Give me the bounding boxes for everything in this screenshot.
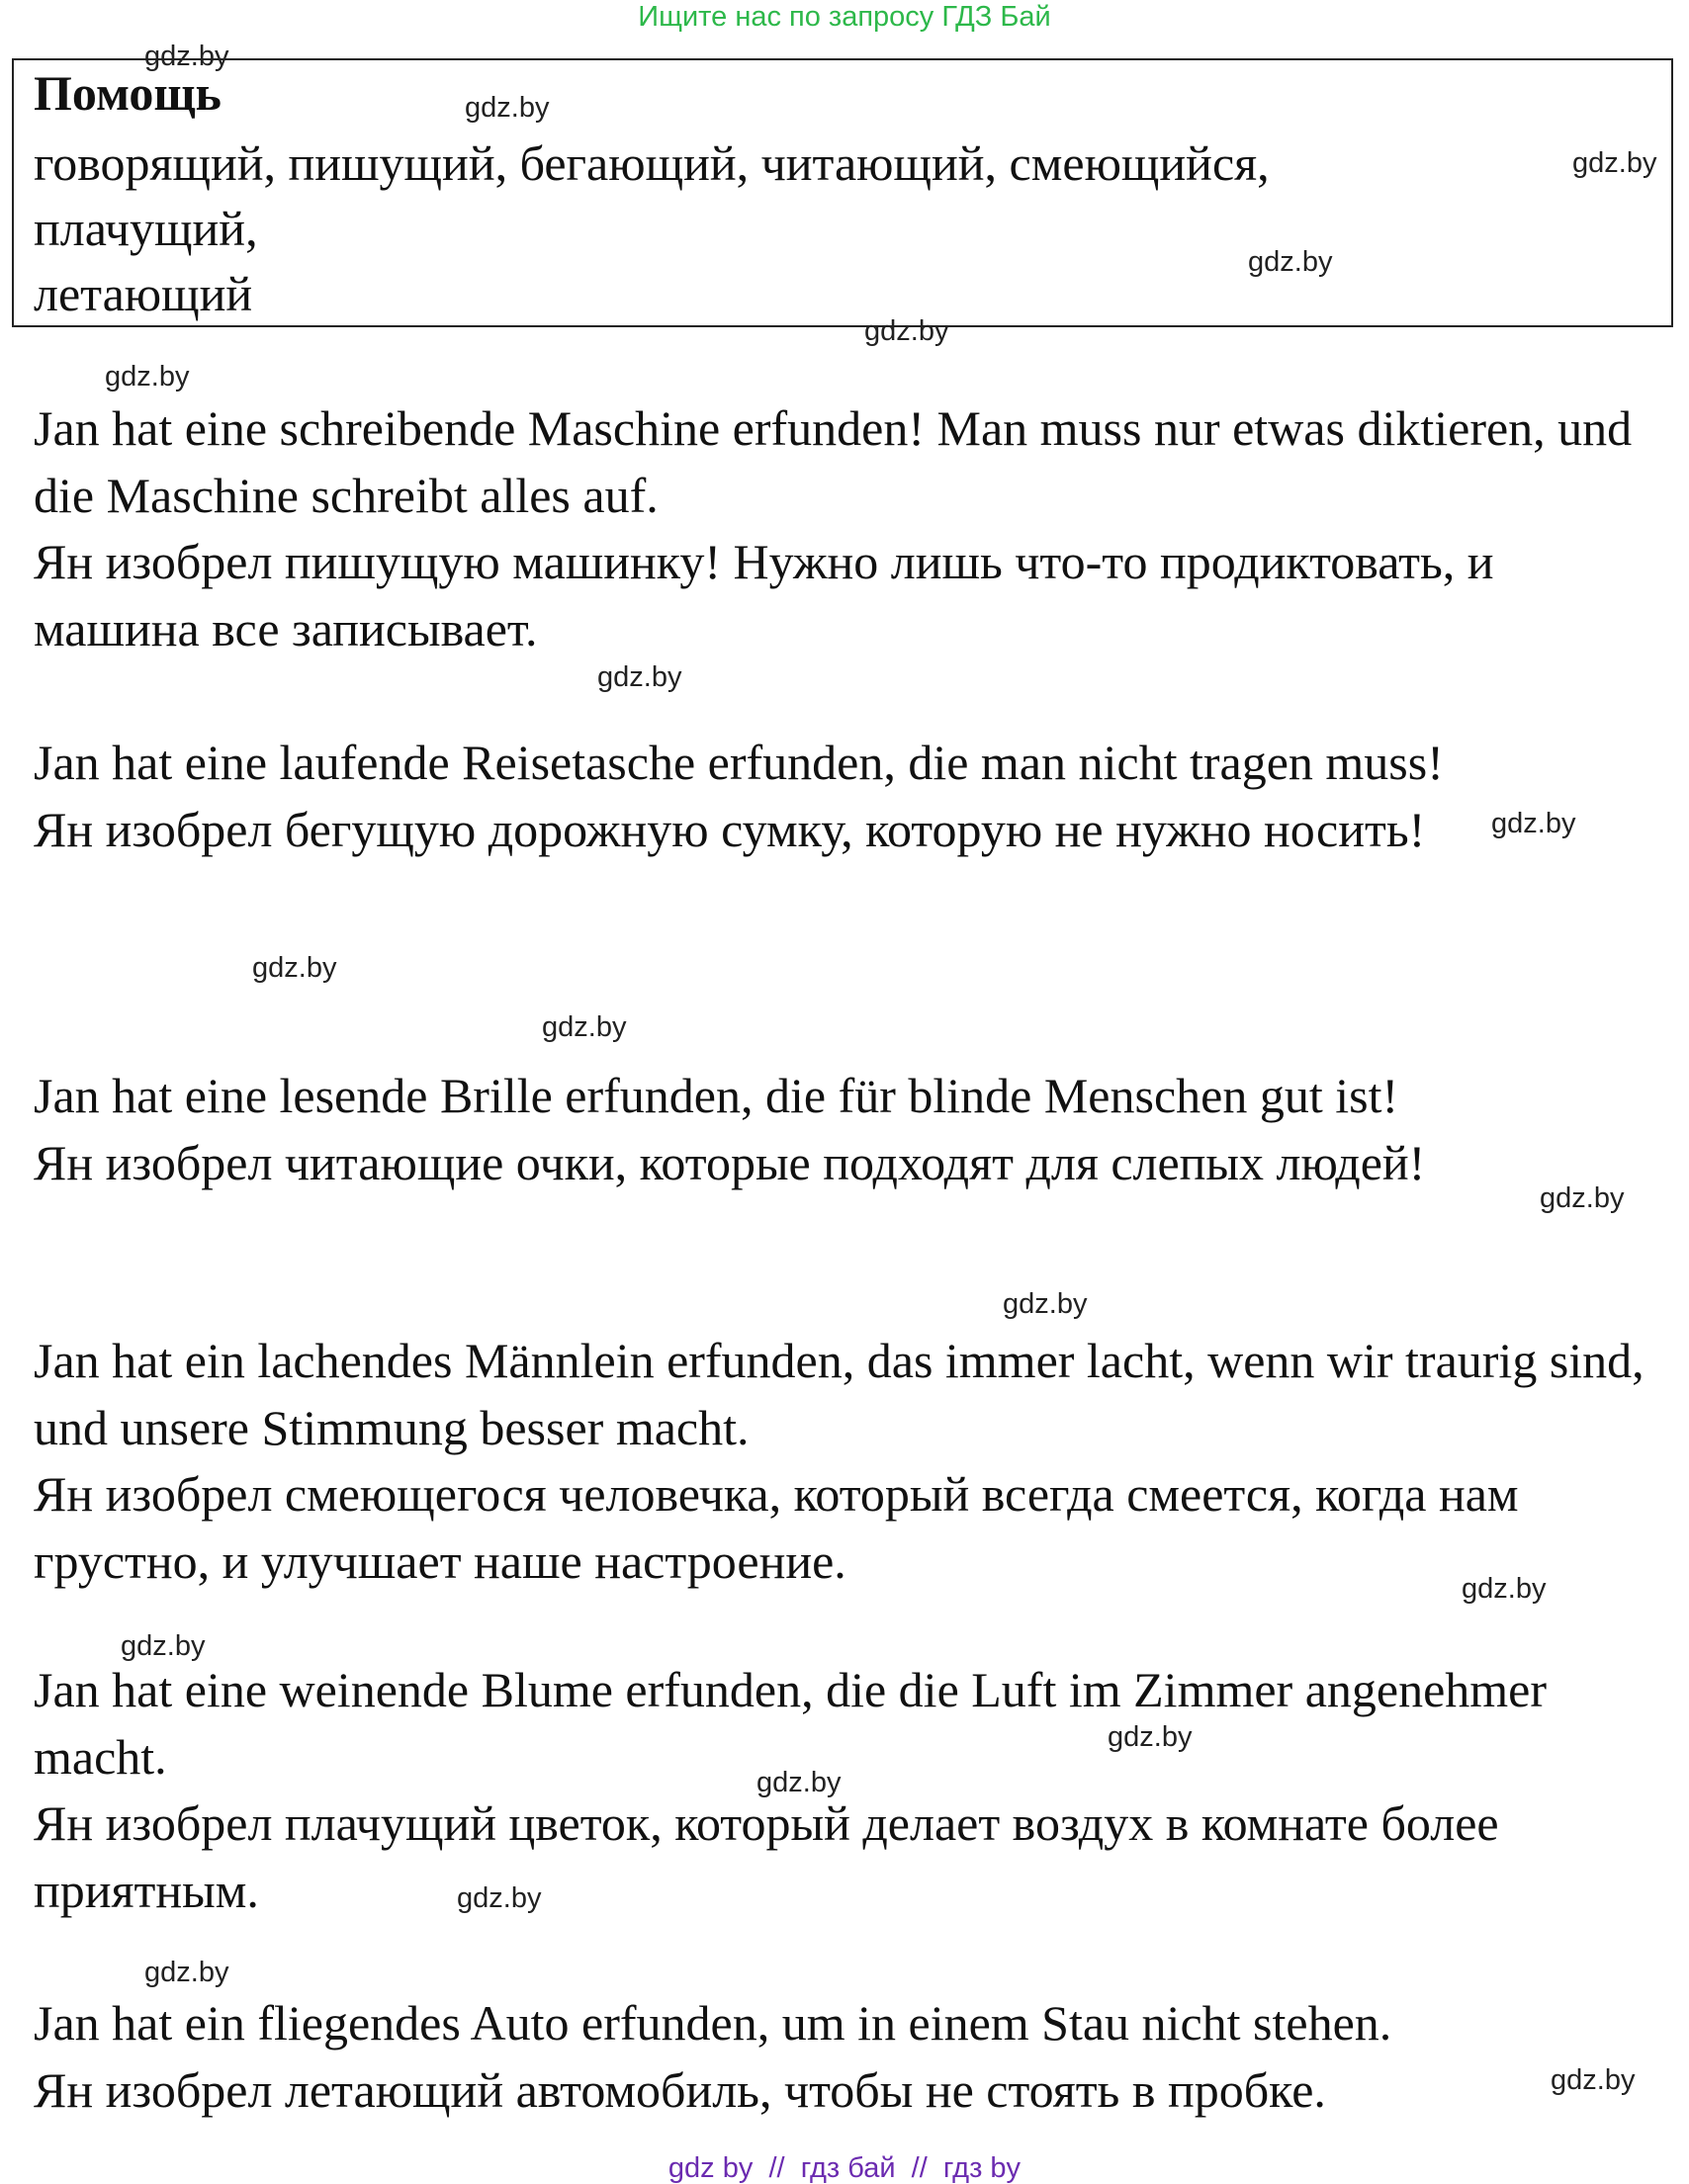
watermark: gdz.by bbox=[1551, 2064, 1636, 2096]
german-sentence: Jan hat eine laufende Reisetasche erfunden, die man nicht tragen muss! bbox=[34, 735, 1444, 790]
german-sentence: Jan hat eine lesende Brille erfunden, die für blinde Menschen gut ist! bbox=[34, 1068, 1399, 1123]
top-banner[interactable]: Ищите нас по запросу ГДЗ Бай bbox=[638, 1, 1051, 33]
watermark: gdz.by bbox=[144, 41, 229, 72]
watermark: gdz.by bbox=[457, 1882, 542, 1914]
watermark: gdz.by bbox=[756, 1767, 842, 1798]
watermark: gdz.by bbox=[465, 92, 550, 124]
watermark: gdz.by bbox=[1572, 147, 1657, 179]
help-words-line: говорящий, пишущий, бегающий, читающий, смеющийся, bbox=[34, 135, 1270, 191]
entry-flying-car bbox=[34, 1990, 1655, 2124]
russian-translation: Ян изобрел бегущую дорожную сумку, которую не нужно носить! bbox=[34, 801, 1426, 857]
entry-walking-bag bbox=[34, 730, 1655, 863]
watermark: gdz.by bbox=[1248, 246, 1333, 278]
watermark: gdz.by bbox=[1491, 808, 1576, 839]
help-words-line: плачущий, bbox=[34, 201, 258, 256]
watermark: gdz.by bbox=[1462, 1573, 1547, 1605]
watermark: gdz.by bbox=[105, 361, 190, 393]
russian-translation: Ян изобрел смеющегося человечка, который всегда смеется, когда нам грустно, и улучшает наше настроение. bbox=[34, 1466, 1519, 1589]
russian-translation: Ян изобрел плачущий цветок, который делает воздух в комнате более приятным. bbox=[34, 1795, 1499, 1918]
help-title: Помощь bbox=[34, 65, 222, 121]
german-sentence: Jan hat ein lachendes Männlein erfunden, das immer lacht, wenn wir traurig sind, und unsere Stimmung besser macht. bbox=[34, 1333, 1645, 1455]
entry-laughing-man bbox=[34, 1328, 1655, 1595]
entry-writing-machine bbox=[34, 395, 1655, 662]
watermark: gdz.by bbox=[864, 315, 949, 347]
german-sentence: Jan hat eine weinende Blume erfunden, die die Luft im Zimmer angenehmer macht. bbox=[34, 1662, 1548, 1785]
watermark: gdz.by bbox=[144, 1957, 229, 1988]
watermark: gdz.by bbox=[542, 1011, 627, 1043]
russian-translation: Ян изобрел пишущую машинку! Нужно лишь что-то продиктовать, и машина все записывает. bbox=[34, 534, 1494, 656]
watermark: gdz.by bbox=[1540, 1182, 1625, 1214]
russian-translation: Ян изобрел читающие очки, которые подходят для слепых людей! bbox=[34, 1134, 1426, 1190]
watermark: gdz.by bbox=[252, 952, 337, 984]
footer-links[interactable]: gdz by // гдз бай // гдз by bbox=[667, 2152, 1022, 2184]
watermark: gdz.by bbox=[1003, 1288, 1088, 1320]
help-words-line: летающий bbox=[34, 266, 253, 321]
entry-crying-flower bbox=[34, 1657, 1655, 1924]
help-word-list bbox=[34, 131, 1576, 326]
russian-translation: Ян изобрел летающий автомобиль, чтобы не стоять в пробке. bbox=[34, 2061, 1326, 2118]
german-sentence: Jan hat eine schreibende Maschine erfunden! Man muss nur etwas diktieren, und die Maschine schreibt alles auf. bbox=[34, 400, 1633, 523]
entry-reading-glasses bbox=[34, 1063, 1655, 1196]
watermark: gdz.by bbox=[121, 1630, 206, 1662]
watermark: gdz.by bbox=[1108, 1721, 1193, 1753]
german-sentence: Jan hat ein fliegendes Auto erfunden, um in einem Stau nicht stehen. bbox=[34, 1995, 1392, 2051]
watermark: gdz.by bbox=[597, 661, 682, 693]
